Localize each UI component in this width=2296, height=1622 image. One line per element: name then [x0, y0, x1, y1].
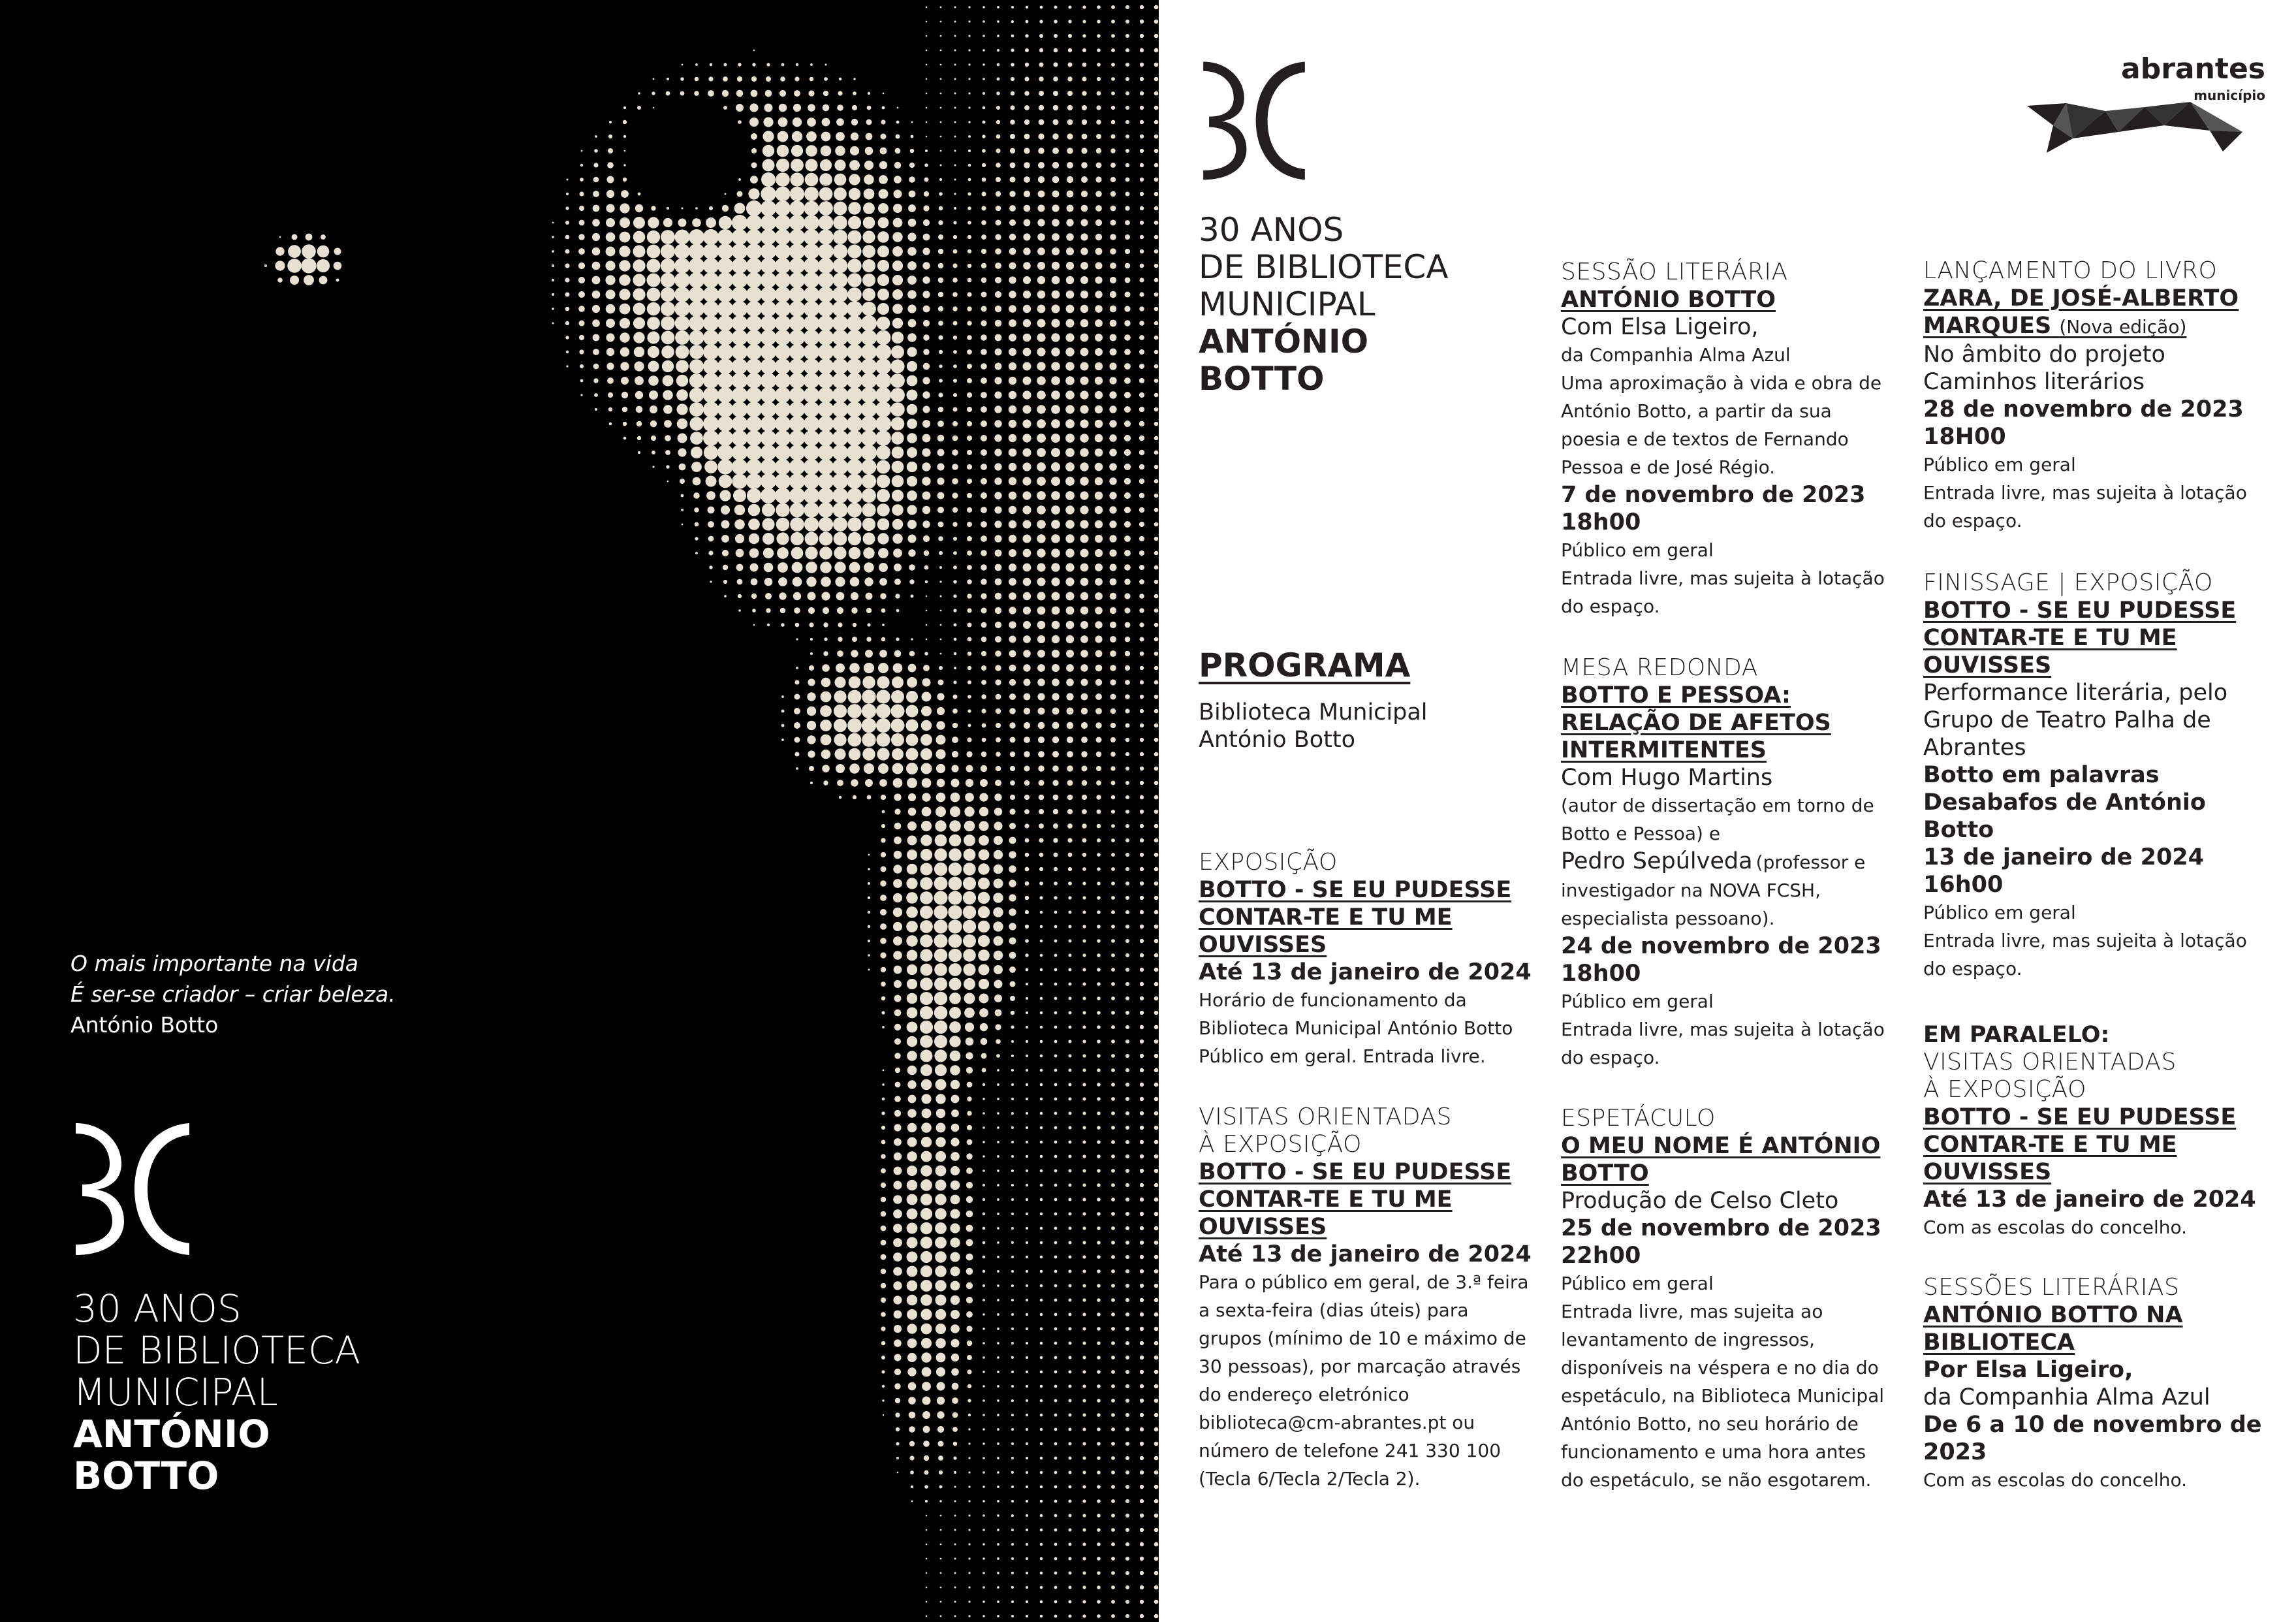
event-detail: Público em geral [1561, 991, 1714, 1012]
event-detail: (Tecla 6/Tecla 2/Tecla 2). [1199, 1468, 1421, 1489]
event-lead: EM PARALELO: [1923, 1022, 2110, 1048]
event-category: FINISSAGE | EXPOSIÇÃO [1923, 569, 2213, 596]
event-host: Com Hugo Martins [1561, 765, 1773, 791]
event-detail: investigador na NOVA FCSH, [1561, 880, 1821, 901]
title-line: DE BIBLIOTECA [73, 1328, 361, 1373]
event-title: BOTTO - SE EU PUDESSE [1199, 877, 1512, 903]
brand-sub: município [2194, 87, 2265, 103]
event-title: CONTAR-TE E TU ME [1199, 1186, 1453, 1213]
event-date: 25 de novembro de 2023 [1561, 1215, 1881, 1241]
event-detail: da Companhia Alma Azul [1561, 344, 1791, 366]
programa-heading: PROGRAMA [1199, 646, 1411, 684]
event-lancamento [1923, 257, 2289, 535]
event-time: 22h00 [1561, 1243, 1641, 1269]
event-detail: do espetáculo, se não esgotarem. [1561, 1469, 1872, 1491]
programa-section [1199, 646, 1428, 754]
location-line: Biblioteca Municipal [1199, 699, 1428, 725]
event-category: MESA REDONDA [1561, 654, 1758, 681]
abrantes-brand [2024, 52, 2265, 157]
event-title: OUVISSES [1923, 1159, 2052, 1185]
event-detail: (professor e [1755, 851, 1866, 873]
title-line-bold: ANTÓNIO [1199, 323, 1369, 360]
event-host: Com Elsa Ligeiro, [1561, 314, 1759, 340]
event-title: ZARA, DE JOSÉ-ALBERTO [1923, 285, 2239, 311]
event-date: Até 13 de janeiro de 2024 [1199, 1241, 1532, 1267]
halftone-dots [264, 5, 1158, 1619]
event-detail: Para o público em geral, de 3.ª feira [1199, 1271, 1529, 1293]
event-title: ANTÓNIO BOTTO [1561, 287, 1776, 313]
event-category: EXPOSIÇÃO [1199, 849, 1338, 876]
title-line-bold: BOTTO [1199, 360, 1325, 398]
event-category: LANÇAMENTO DO LIVRO [1923, 257, 2218, 284]
event-category: SESSÃO LITERÁRIA [1561, 259, 1788, 285]
event-detail: grupos (mínimo de 10 e máximo de [1199, 1328, 1526, 1349]
event-detail: do espaço. [1923, 958, 2022, 979]
event-host: Grupo de Teatro Palha de [1923, 707, 2211, 733]
title-line: 30 ANOS [1199, 211, 1344, 249]
bc-logo-icon [71, 1117, 195, 1260]
page-title [1199, 212, 1449, 398]
event-detail: Entrada livre, mas sujeita à lotação [1561, 1019, 1885, 1040]
abrantes-triangle-icon [2027, 99, 2242, 155]
event-detail: Biblioteca Municipal António Botto [1199, 1017, 1513, 1039]
quote-line-2: É ser-se criador – criar beleza. [71, 981, 396, 1007]
event-host-line [1561, 848, 1917, 876]
brand-name: abrantes [2121, 52, 2265, 86]
event-detail: poesia e de textos de Fernando [1561, 428, 1849, 450]
event-detail: António Botto, no seu horário de [1561, 1413, 1859, 1435]
event-date: 24 de novembro de 2023 [1561, 933, 1881, 959]
event-em-paralelo [1923, 1021, 2289, 1241]
event-title: BOTTO - SE EU PUDESSE [1923, 597, 2237, 624]
event-host: Pedro Sepúlveda [1561, 848, 1753, 874]
event-detail: espetáculo, na Biblioteca Municipal [1561, 1385, 1885, 1407]
event-detail: disponíveis na véspera e no dia do [1561, 1357, 1879, 1378]
event-detail: Entrada livre, mas sujeita ao [1561, 1301, 1823, 1322]
event-detail: Público em geral [1561, 1273, 1714, 1294]
event-host: Abrantes [1923, 735, 2026, 761]
cover-title [73, 1288, 360, 1497]
event-host: Caminhos literários [1923, 369, 2145, 395]
event-category: À EXPOSIÇÃO [1923, 1076, 2086, 1103]
event-host: Performance literária, pelo [1923, 680, 2228, 706]
event-category: VISITAS ORIENTADAS [1199, 1104, 1452, 1130]
event-time: 16h00 [1923, 872, 2004, 898]
event-category: SESSÕES LITERÁRIAS [1923, 1274, 2180, 1301]
event-category: VISITAS ORIENTADAS [1923, 1049, 2177, 1075]
event-detail: Público em geral [1923, 454, 2076, 475]
quote-line-1: O mais importante na vida [71, 951, 359, 976]
event-host: da Companhia Alma Azul [1923, 1384, 2210, 1410]
event-sessoes-literarias [1923, 1274, 2289, 1494]
title-line: DE BIBLIOTECA [1199, 248, 1449, 286]
event-date: 2023 [1923, 1439, 1987, 1465]
title-line: MUNICIPAL [1199, 285, 1376, 323]
location-line: António Botto [1199, 727, 1355, 753]
event-detail: Com as escolas do concelho. [1923, 1469, 2188, 1491]
event-detail: Entrada livre, mas sujeita à lotação [1561, 567, 1885, 589]
event-detail: do espaço. [1561, 596, 1660, 617]
title-line: 30 ANOS [73, 1286, 242, 1331]
event-detail: António Botto, a partir da sua [1561, 400, 1832, 422]
event-title: INTERMITENTES [1561, 737, 1767, 763]
event-detail: Com as escolas do concelho. [1923, 1216, 2188, 1238]
event-date: Até 13 de janeiro de 2024 [1199, 959, 1532, 985]
event-host: No âmbito do projeto [1923, 342, 2165, 368]
event-detail: funcionamento e uma hora antes [1561, 1441, 1866, 1463]
event-date: De 6 a 10 de novembro de [1923, 1412, 2262, 1438]
event-subtitle: Botto em palavras [1923, 762, 2160, 788]
event-detail: Público em geral [1923, 902, 2076, 923]
event-title: MARQUES [1923, 313, 2052, 339]
event-title: CONTAR-TE E TU ME [1923, 1132, 2177, 1158]
event-detail: Uma aproximação à vida e obra de [1561, 372, 1882, 394]
quote [71, 948, 396, 1040]
event-subtitle: Botto [1923, 817, 1994, 843]
programa-location [1199, 699, 1428, 754]
event-detail: biblioteca@cm-abrantes.pt ou [1199, 1412, 1475, 1433]
event-detail: Entrada livre, mas sujeita à lotação [1923, 482, 2247, 503]
event-detail: número de telefone 241 330 100 [1199, 1440, 1502, 1461]
quote-author: António Botto [71, 1012, 219, 1038]
event-detail: Público em geral. Entrada livre. [1199, 1045, 1486, 1067]
event-title: O MEU NOME É ANTÓNIO [1561, 1133, 1881, 1159]
title-line: MUNICIPAL [73, 1370, 278, 1414]
bc-logo-icon [1199, 55, 1310, 185]
event-title-line [1923, 312, 2289, 341]
event-detail: do espaço. [1561, 1047, 1660, 1068]
event-title: OUVISSES [1199, 932, 1327, 958]
event-category: ESPETÁCULO [1561, 1105, 1716, 1132]
event-detail: Entrada livre, mas sujeita à lotação [1923, 930, 2247, 951]
event-title: OUVISSES [1199, 1214, 1327, 1240]
event-detail: 30 pessoas), por marcação através [1199, 1356, 1521, 1377]
event-date: 7 de novembro de 2023 [1561, 482, 1866, 508]
event-time: 18h00 [1561, 961, 1641, 987]
title-line-bold: BOTTO [73, 1454, 219, 1498]
event-date: 13 de janeiro de 2024 [1923, 844, 2205, 870]
event-time: 18h00 [1561, 509, 1641, 535]
event-espetaculo [1561, 1105, 1917, 1494]
event-detail: Horário de funcionamento da [1199, 989, 1467, 1011]
event-host: Por Elsa Ligeiro, [1923, 1357, 2133, 1383]
event-date: 28 de novembro de 2023 [1923, 396, 2244, 422]
event-detail: Botto e Pessoa) e [1561, 823, 1721, 844]
title-line-bold: ANTÓNIO [73, 1412, 270, 1456]
event-subtitle: Desabafos de António [1923, 789, 2206, 816]
event-detail: Pessoa e de José Régio. [1561, 456, 1776, 478]
event-title: CONTAR-TE E TU ME [1199, 904, 1453, 930]
event-detail: do espaço. [1923, 510, 2022, 532]
event-mesa-redonda [1561, 654, 1917, 1072]
event-host: Produção de Celso Cleto [1561, 1188, 1839, 1214]
event-sessao-literaria [1561, 259, 1917, 620]
event-detail: do endereço eletrónico [1199, 1384, 1409, 1405]
event-date: Até 13 de janeiro de 2024 [1923, 1186, 2256, 1213]
event-title: ANTÓNIO BOTTO NA [1923, 1302, 2183, 1328]
event-title: BIBLIOTECA [1923, 1329, 2075, 1356]
event-visitas [1199, 1104, 1554, 1493]
event-detail: a sexta-feira (dias úteis) para [1199, 1299, 1469, 1321]
event-title: CONTAR-TE E TU ME [1923, 625, 2177, 651]
event-finissage [1923, 569, 2289, 983]
event-title: BOTTO - SE EU PUDESSE [1923, 1104, 2237, 1130]
event-note: (Nova edição) [2059, 316, 2187, 338]
event-detail: especialista pessoano). [1561, 908, 1775, 929]
event-title: RELAÇÃO DE AFETOS [1561, 710, 1831, 736]
event-detail: (autor de dissertação em torno de [1561, 795, 1874, 816]
event-detail: Público em geral [1561, 539, 1714, 561]
event-exposicao [1199, 849, 1554, 1070]
event-title: BOTTO E PESSOA: [1561, 682, 1791, 708]
event-time: 18H00 [1923, 424, 2006, 450]
event-detail: levantamento de ingressos, [1561, 1329, 1815, 1350]
event-title: BOTTO [1561, 1160, 1649, 1186]
event-category: À EXPOSIÇÃO [1199, 1131, 1362, 1158]
event-title: OUVISSES [1923, 652, 2052, 678]
event-title: BOTTO - SE EU PUDESSE [1199, 1159, 1512, 1185]
